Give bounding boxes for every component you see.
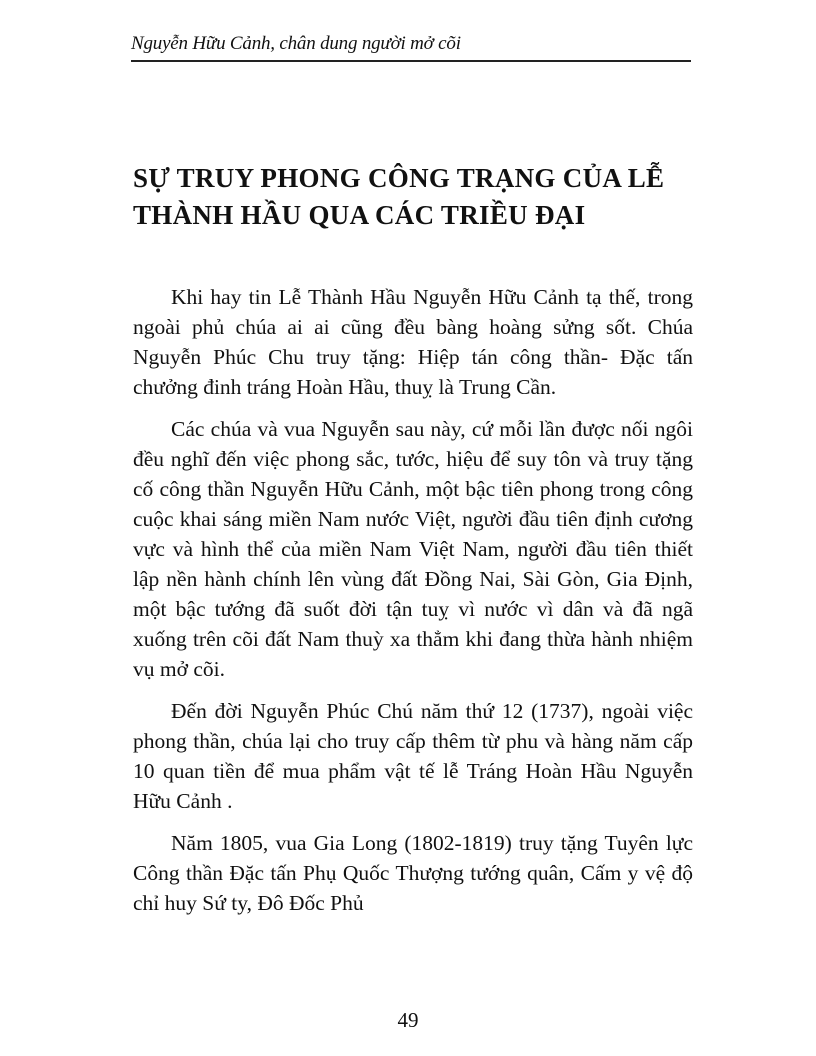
chapter-title-line-2: THÀNH HẦU QUA CÁC TRIỀU ĐẠI (133, 200, 586, 230)
paragraph-2: Các chúa và vua Nguyễn sau này, cứ mỗi lần được nối ngôi đều nghĩ đến việc phong sắc, tước, hiệu để suy tôn và truy tặng cố công thần Nguyễn Hữu Cảnh, một bậc tiên phong trong công cuộc khai sáng miền Nam nước Việt, người đầu tiên định cương vực và hình thể của miền Nam Việt Nam, người đầu tiên thiết lập nền hành chính lên vùng đất Đồng Nai, Sài Gòn, Gia Định, một bậc tướng đã suốt đời tận tuỵ vì nước vì dân và đã ngã xuống trên cõi đất Nam thuỳ xa thẳm khi đang thừa hành nhiệm vụ mở cõi. (133, 417, 693, 681)
paragraph-4: Năm 1805, vua Gia Long (1802-1819) truy tặng Tuyên lực Công thần Đặc tấn Phụ Quốc Thượng tướng quân, Cấm y vệ độ chỉ huy Sứ ty, Đô Đốc Phủ (133, 831, 693, 915)
running-header-title: Nguyễn Hữu Cảnh, chân dung người mở cõi (131, 33, 461, 54)
paragraph-1: Khi hay tin Lễ Thành Hầu Nguyễn Hữu Cảnh tạ thế, trong ngoài phủ chúa ai ai cũng đều bàng hoàng sửng sốt. Chúa Nguyễn Phúc Chu truy tặng: Hiệp tán công thần- Đặc tấn chưởng đinh tráng Hoàn Hầu, thuỵ là Trung Cần. (133, 285, 693, 399)
chapter-title (133, 160, 693, 234)
page-number: 49 (397, 1008, 419, 1032)
chapter-title-line-1: SỰ TRUY PHONG CÔNG TRẠNG CỦA LỄ (133, 163, 665, 193)
header-rule (131, 60, 691, 62)
body-text (133, 282, 693, 930)
paragraph-3: Đến đời Nguyễn Phúc Chú năm thứ 12 (1737), ngoài việc phong thần, chúa lại cho truy cấp thêm từ phu và hàng năm cấp 10 quan tiền để mua phẩm vật tế lễ Tráng Hoàn Hầu Nguyễn Hữu Cảnh . (133, 699, 693, 813)
